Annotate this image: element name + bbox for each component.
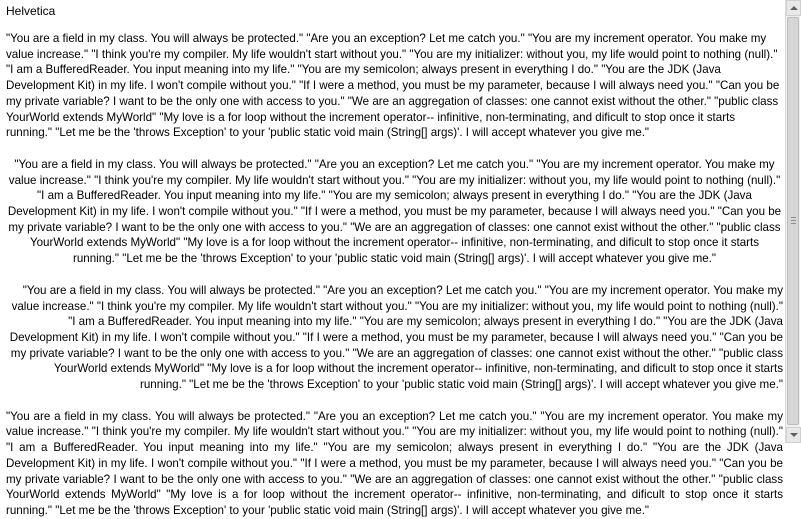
paragraph-justified: "You are a field in my class. You will always be protected." "Are you an exception? Let me catch you." "You are my increment operator. You make my value increase." "I think you're my compiler. My life wouldn't start without you." "You are my initializer: without you, my life would point to nothing (null)." "I am a BufferedReader. You input meaning into my life." "You are my semicolon; always present in everything I do." "You are the JDK (Java Development Kit) in my life. I won't compile without you." "If I were a method, you must be my parameter, because I will always need you." "Can you be my private variable? I want to be the only one with access to you." "We are an aggregation of classes: one cannot exist without the other." "public class YourWorld extends MyWorld" "My love is a for loop without the increment operator-- infinitive, non-terminating, and dificult to stop once it starts running." "Let me be the 'throws Exception' to your 'public static void main (String[] args)'. I will accept whatever you give me." xyxy=(6,409,783,517)
document-content[interactable] xyxy=(6,4,783,517)
paragraph-left-aligned: "You are a field in my class. You will always be protected." "Are you an exception? Let me catch you." "You are my increment operator. You make my value increase." "I think you're my compiler. My life wouldn't start without you." "You are my initializer: without you, my life would point to nothing (null)." "I am a BufferedReader. You input meaning into my life." "You are my semicolon; always present in everything I do." "You are the JDK (Java Development Kit) in my life. I won't compile without you." "If I were a method, you must be my parameter, because I will always need you." "Can you be my private variable? I want to be the only one with access to you." "We are an aggregation of classes: one cannot exist without the other." "public class YourWorld extends MyWorld" "My love is a for loop without the increment operator-- infinitive, non-terminating, and dificult to stop once it starts running." "Let me be the 'throws Exception' to your 'public static void main (String[] args)'. I will accept whatever you give me." xyxy=(6,32,780,140)
paragraph-center-aligned: "You are a field in my class. You will always be protected." "Are you an exception? Let me catch you." "You are my increment operator. You make my value increase." "I think you're my compiler. My life wouldn't start without you." "You are my initializer: without you, my life would point to nothing (null)." "I am a BufferedReader. You input meaning into my life." "You are my semicolon; always present in everything I do." "You are the JDK (Java Development Kit) in my life. I won't compile without you." "If I were a method, you must be my parameter, because I will always need you." "Can you be my private variable? I want to be the only one with access to you." "We are an aggregation of classes: one cannot exist without the other." "public class YourWorld extends MyWorld" "My love is a for loop without the increment operator-- infinitive, non-terminating, and dificult to stop once it starts running." "Let me be the 'throws Exception' to your 'public static void main (String[] args)'. I will accept whatever you give me." xyxy=(7,157,782,266)
grip-line xyxy=(791,223,796,224)
scroll-up-button[interactable] xyxy=(786,0,801,16)
paragraph-right-aligned: "You are a field in my class. You will always be protected." "Are you an exception? Let me catch you." "You are my increment operator. You make my value increase." "I think you're my compiler. My life wouldn't start without you." "You are my initializer: without you, my life would point to nothing (null)." "I am a BufferedReader. You input meaning into my life." "You are my semicolon; always present in everything I do." "You are the JDK (Java Development Kit) in my life. I won't compile without you." "If I were a method, you must be my parameter, because I will always need you." "Can you be my private variable? I want to be the only one with access to you." "We are an aggregation of classes: one cannot exist without the other." "public class YourWorld extends MyWorld" "My love is a for loop without the increment operator-- infinitive, non-terminating, and dificult to stop once it starts running." "Let me be the 'throws Exception' to your 'public static void main (String[] args)'. I will accept whatever you give me." xyxy=(9,283,783,392)
font-heading: Helvetica xyxy=(6,4,56,18)
scrollbar-thumb[interactable] xyxy=(787,17,799,425)
vertical-scrollbar[interactable] xyxy=(785,0,800,443)
arrow-down-icon xyxy=(790,433,798,437)
grip-line xyxy=(791,220,796,221)
arrow-up-icon xyxy=(790,6,798,10)
scroll-down-button[interactable] xyxy=(786,427,801,443)
grip-line xyxy=(791,217,796,218)
